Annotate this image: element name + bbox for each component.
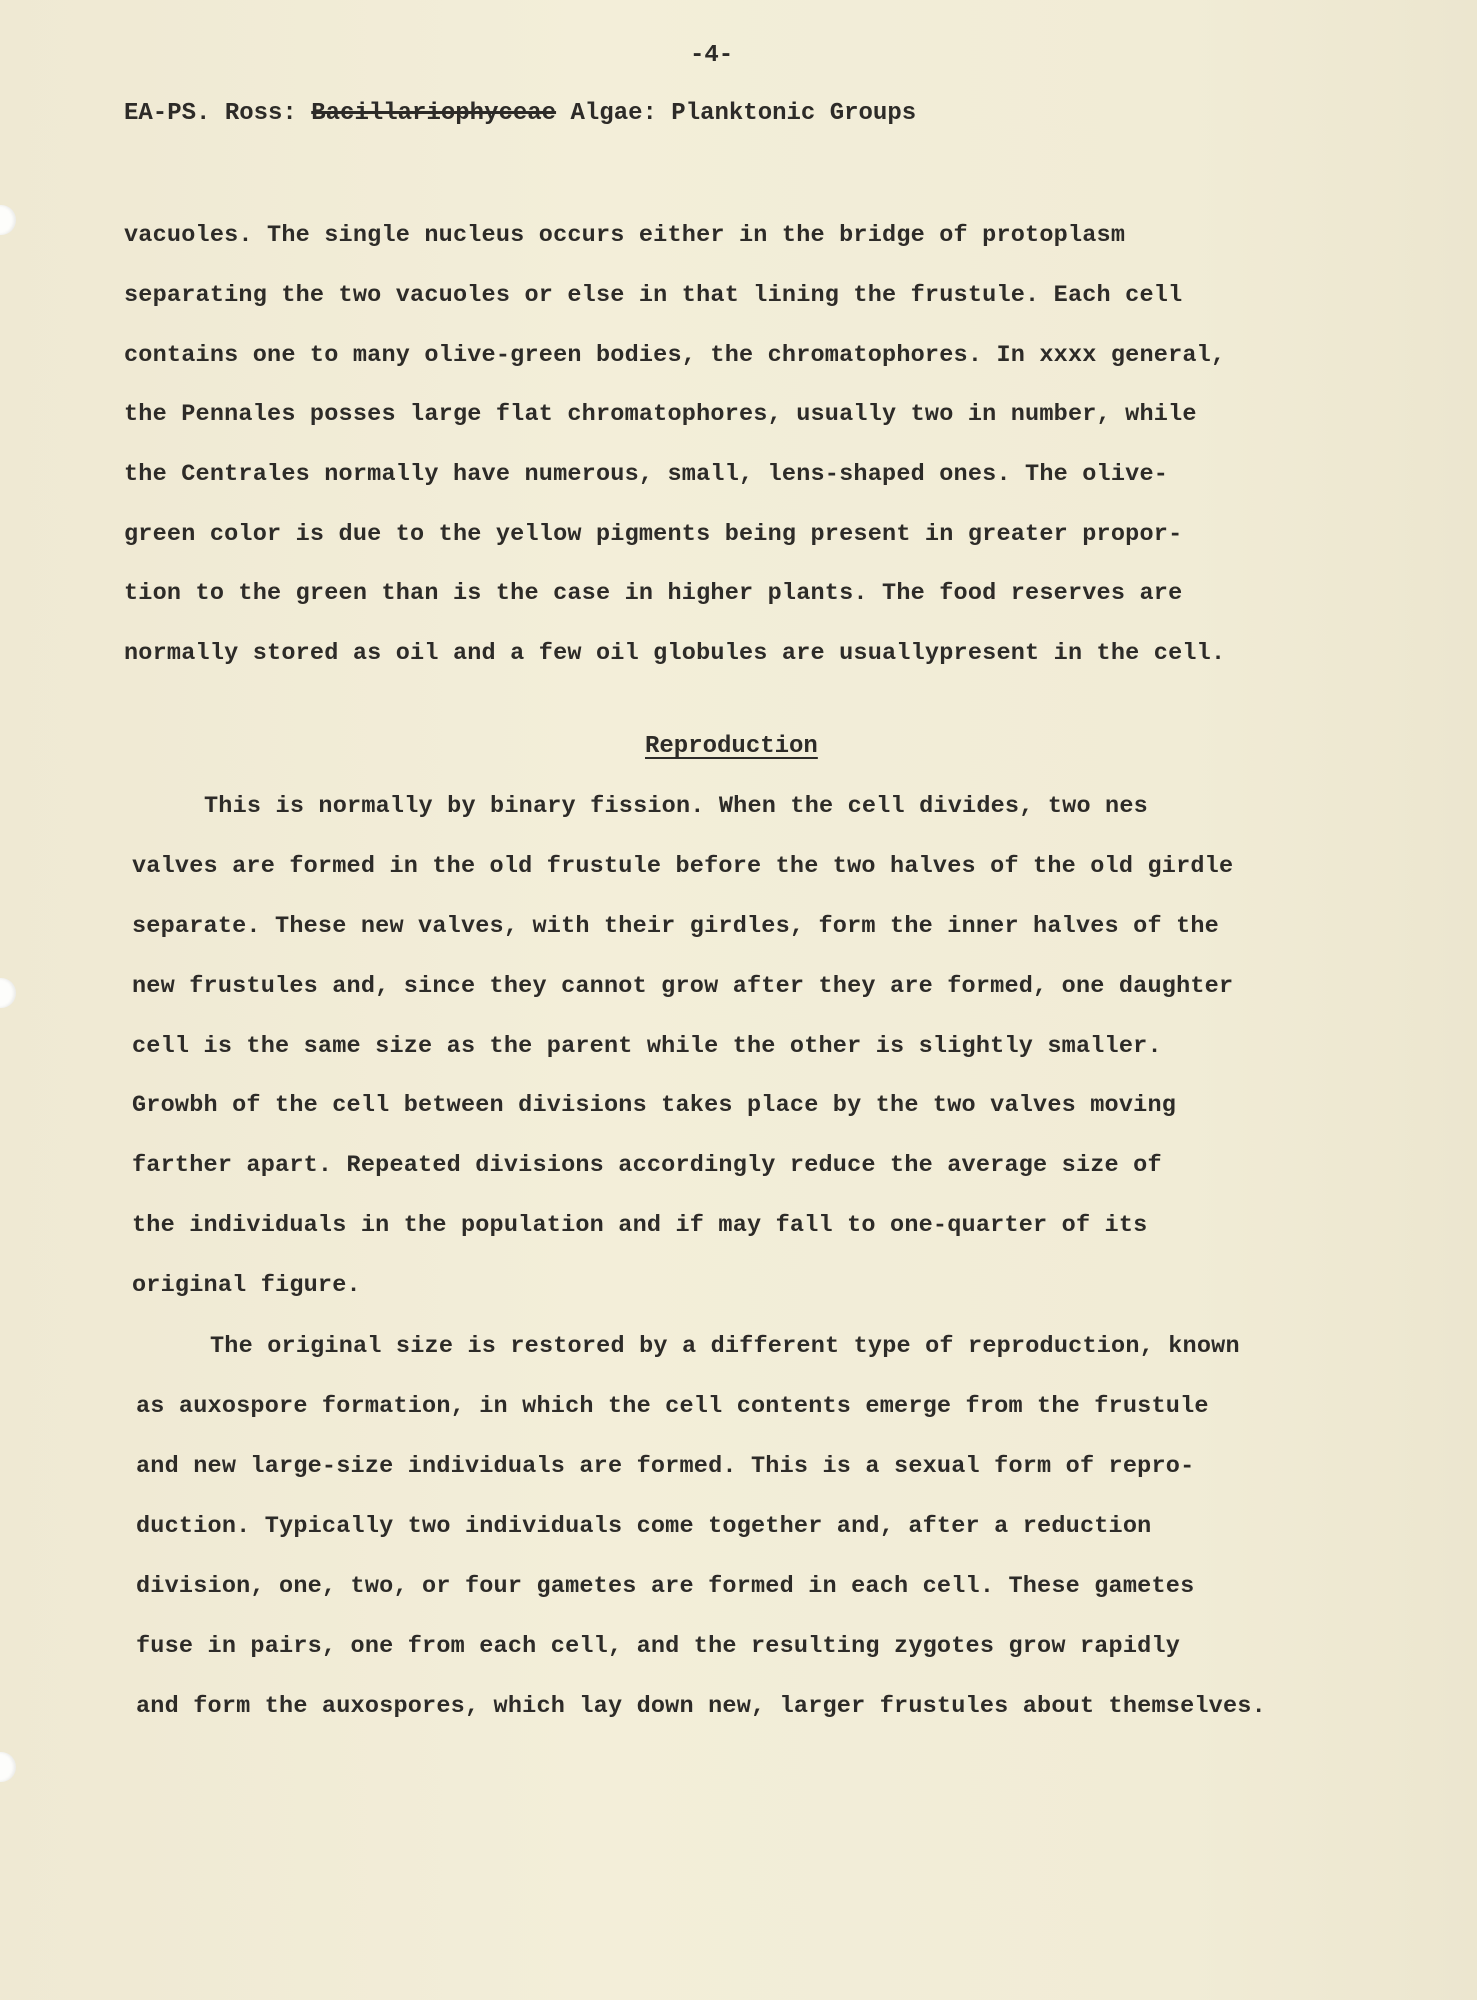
text-line: cell is the same size as the parent while the other is slightly smaller.	[132, 1033, 1162, 1060]
text-line: green color is due to the yellow pigments being present in greater propor-	[124, 521, 1183, 548]
text-line: the Centrales normally have numerous, small, lens-shaped ones. The olive-	[124, 461, 1169, 488]
text-line: contains one to many olive-green bodies, the chromatophores. In xxxx general,	[124, 342, 1226, 369]
text-line: This is normally by binary fission. When the cell divides, two nes	[204, 793, 1148, 820]
document-header	[124, 100, 916, 127]
header-author: EA-PS. Ross:	[124, 100, 312, 127]
text-line: original figure.	[132, 1272, 361, 1299]
struck-title: Bacillariophyceae	[311, 100, 557, 127]
text-line: and new large-size individuals are formed. This is a sexual form of repro-	[136, 1453, 1195, 1480]
text-line: and form the auxospores, which lay down new, larger frustules about themselves.	[136, 1693, 1266, 1720]
text-line: as auxospore formation, in which the cell contents emerge from the frustule	[136, 1393, 1209, 1420]
text-line: the Pennales posses large flat chromatophores, usually two in number, while	[124, 401, 1197, 428]
punch-hole	[0, 978, 16, 1008]
text-line: new frustules and, since they cannot grow after they are formed, one daughter	[132, 973, 1234, 1000]
punch-hole	[0, 1752, 16, 1782]
section-heading: Reproduction	[645, 733, 818, 760]
text-line: tion to the green than is the case in higher plants. The food reserves are	[124, 580, 1183, 607]
punch-hole	[0, 205, 16, 235]
text-line: normally stored as oil and a few oil globules are usuallypresent in the cell.	[124, 640, 1226, 667]
text-line: separate. These new valves, with their girdles, form the inner halves of the	[132, 913, 1219, 940]
text-line: Growbh of the cell between divisions takes place by the two valves moving	[132, 1092, 1177, 1119]
text-line: The original size is restored by a different type of reproduction, known	[210, 1333, 1240, 1360]
text-line: division, one, two, or four gametes are formed in each cell. These gametes	[136, 1573, 1195, 1600]
text-line: vacuoles. The single nucleus occurs either in the bridge of protoplasm	[124, 222, 1126, 249]
header-title: Algae: Planktonic Groups	[556, 100, 917, 127]
text-line: separating the two vacuoles or else in that lining the frustule. Each cell	[124, 282, 1183, 309]
page-number: -4-	[690, 42, 734, 69]
text-line: fuse in pairs, one from each cell, and the resulting zygotes grow rapidly	[136, 1633, 1181, 1660]
text-line: valves are formed in the old frustule before the two halves of the old girdle	[132, 853, 1234, 880]
text-line: duction. Typically two individuals come together and, after a reduction	[136, 1513, 1152, 1540]
text-line: the individuals in the population and if may fall to one-quarter of its	[132, 1212, 1148, 1239]
text-line: farther apart. Repeated divisions accordingly reduce the average size of	[132, 1152, 1162, 1179]
